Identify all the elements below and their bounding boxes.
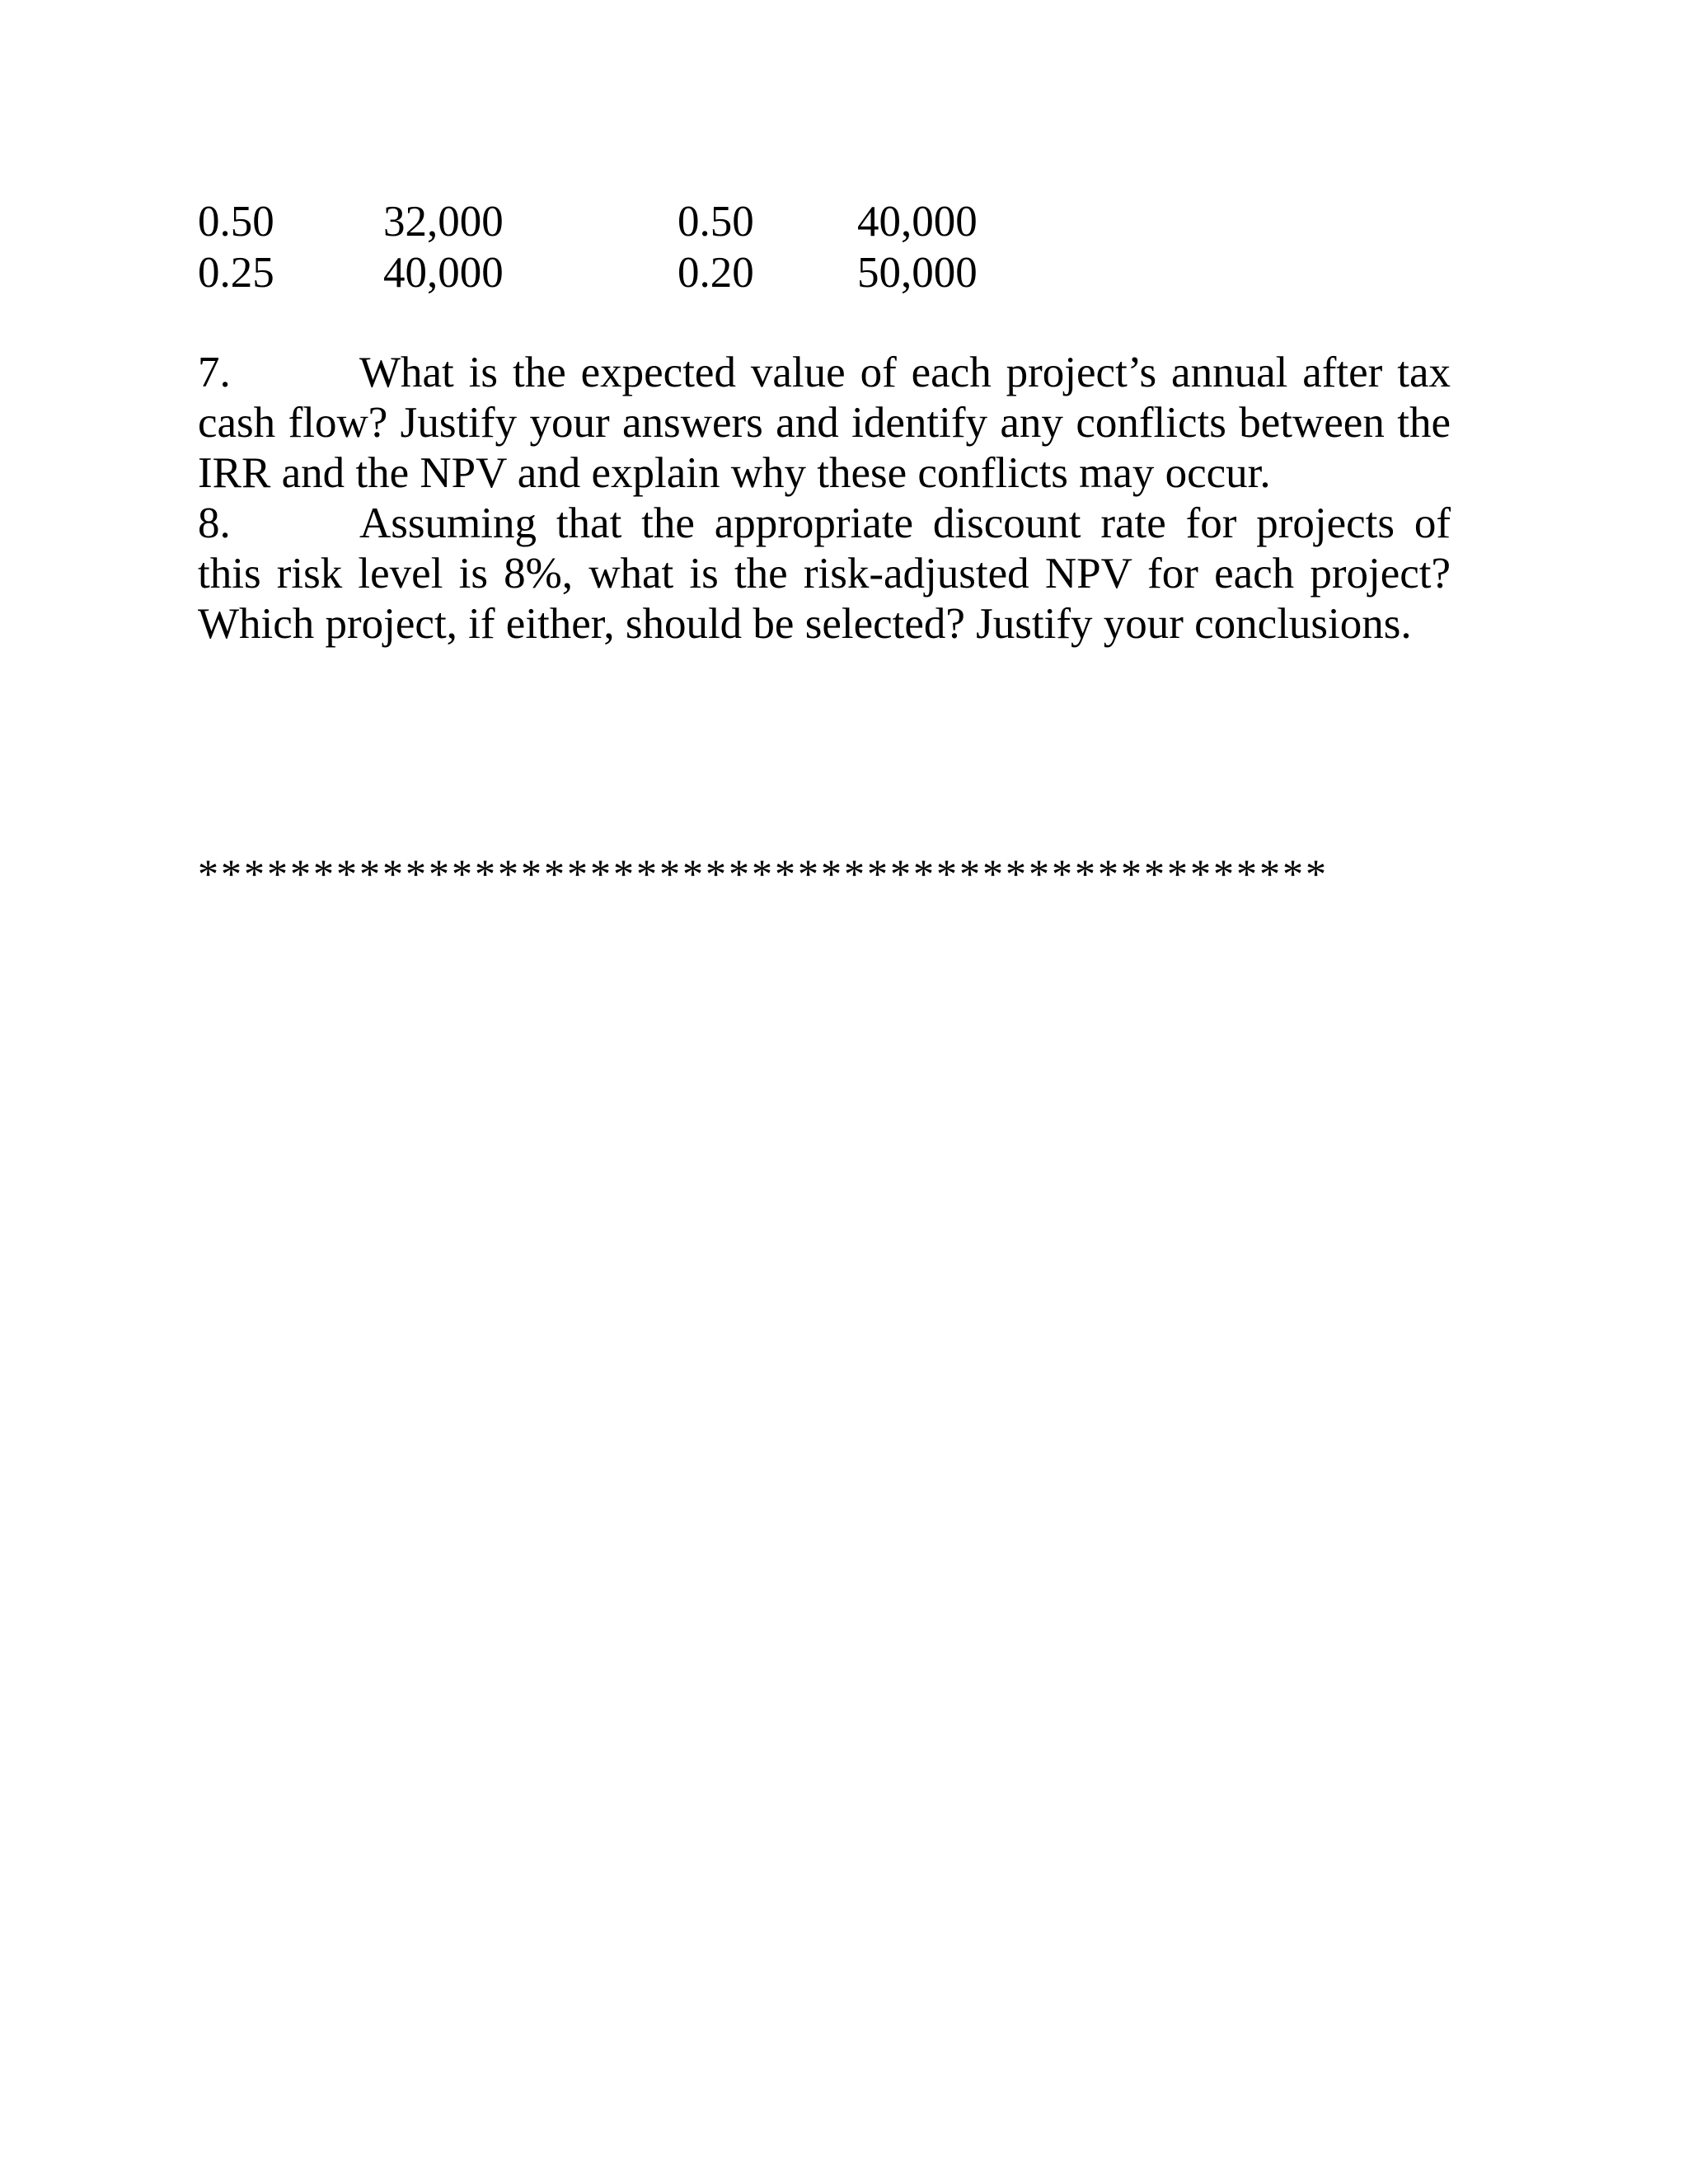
table-cell: 40,000	[383, 249, 504, 297]
table-cell: 0.25	[198, 249, 274, 297]
question-8	[198, 499, 1451, 649]
table-cell: 32,000	[383, 198, 504, 246]
table-cell: 50,000	[857, 249, 978, 297]
table-cell: 0.50	[678, 198, 754, 246]
table-cell: 0.50	[198, 198, 274, 246]
question-number: 8.	[198, 499, 231, 547]
question-7	[198, 348, 1451, 499]
question-number: 7.	[198, 349, 231, 396]
asterisk-separator: *************************************************	[198, 851, 1329, 897]
question-text: Assuming that the appropriate discount rate for projects of this risk level is 8%, what is the risk-adjusted NPV for each project? Which project, if either, should be selected? Justify your conclusions.	[198, 499, 1451, 648]
question-text: What is the expected value of each project’s annual after tax cash flow? Justify your answers and identify any conflicts between the IRR and the NPV and explain why these conflicts may occur.	[198, 349, 1451, 497]
table-cell: 0.20	[678, 249, 754, 297]
table-cell: 40,000	[857, 198, 978, 246]
